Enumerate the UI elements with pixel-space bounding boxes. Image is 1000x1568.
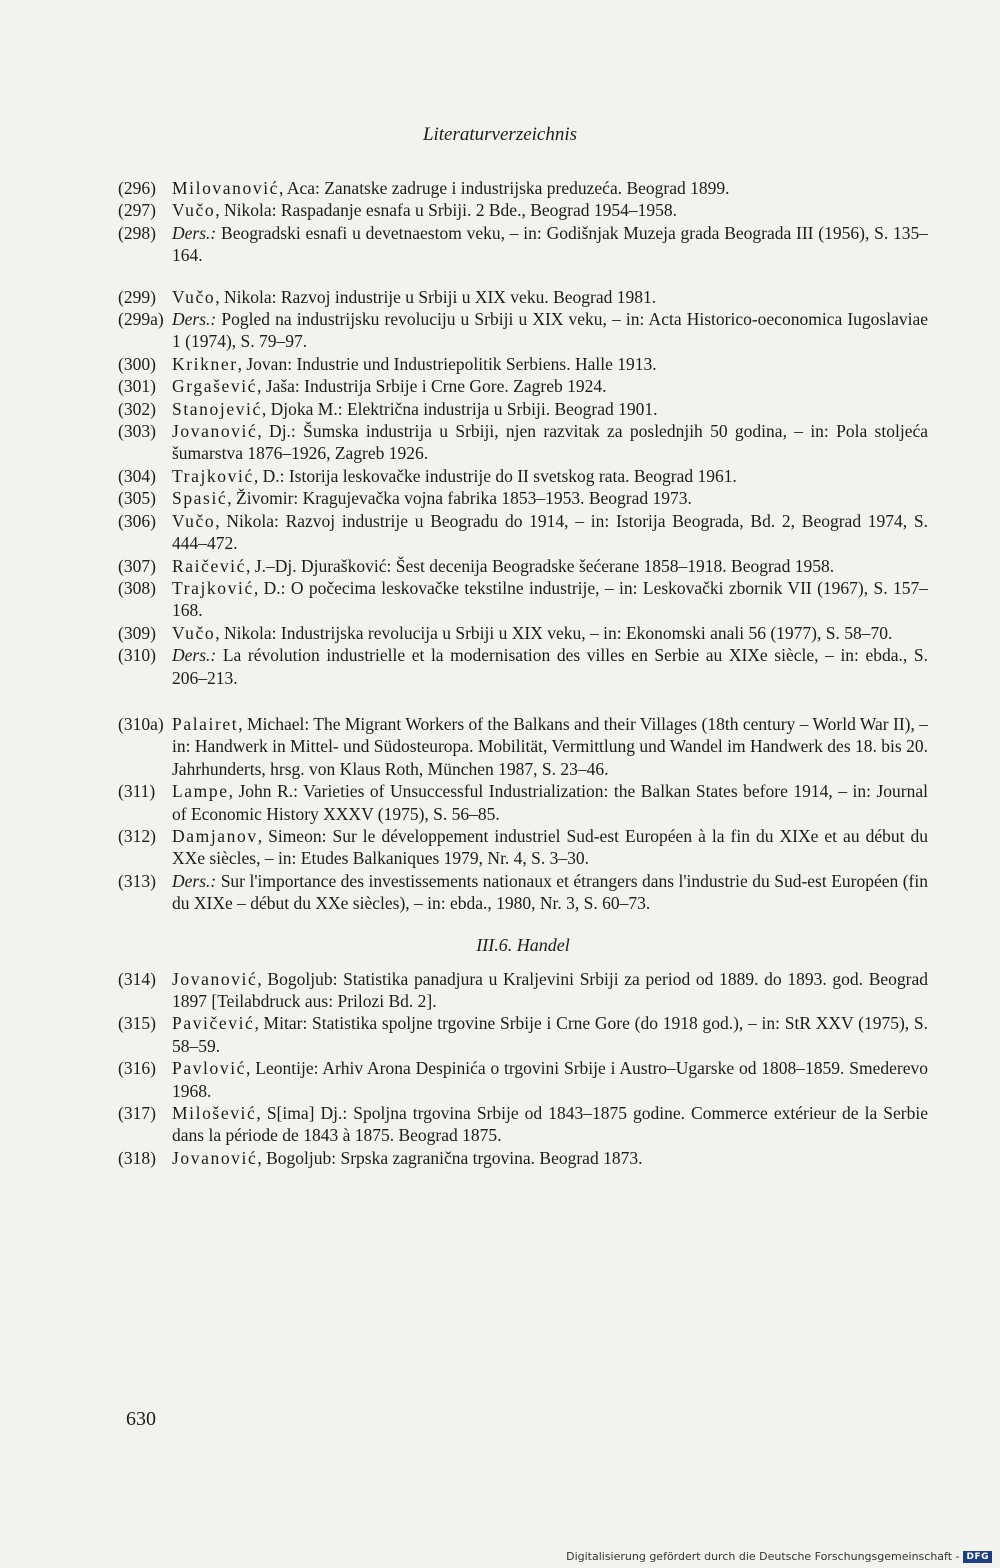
entry-author: Vučo <box>172 286 216 307</box>
entry-number: (311) <box>118 781 156 802</box>
section-heading: III.6. Handel <box>476 934 570 955</box>
entry-citation: Pogled na industrijsku revoluciju u Srbiji u XIX veku, – in: Acta Historico-oeconomica Iugoslaviae 1 (1974), S. 79–97. <box>172 309 928 352</box>
entry-text <box>172 555 928 577</box>
entry-number: (296) <box>118 178 156 198</box>
entry-text <box>172 353 928 375</box>
entry-text <box>172 420 928 465</box>
entry-text <box>172 825 928 870</box>
bibliography-entry <box>118 622 928 644</box>
entry-ders: Ders.: <box>172 870 217 891</box>
entry-author: Vučo <box>172 622 216 643</box>
bibliography-entry <box>118 199 928 221</box>
entry-citation: , Djoka M.: Električna industrija u Srbiji. Beograd 1901. <box>261 398 658 419</box>
entry-text <box>172 487 928 509</box>
entry-number: (305) <box>118 488 156 509</box>
entry-ders: Ders.: <box>172 645 217 666</box>
entry-text <box>172 1057 928 1102</box>
entry-author: Palairet <box>172 713 239 734</box>
entry-citation: Beogradski esnafi u devetnaestom veku, – in: Godišnjak Muzeja grada Beograda III (1956), S. 135–164. <box>172 222 928 266</box>
entry-number: (310) <box>118 645 156 666</box>
entry-author: Trajković <box>172 577 254 598</box>
entry-author: Jovanović <box>172 421 258 442</box>
entry-citation: , Bogoljub: Srpska zagranična trgovina. Beograd 1873. <box>257 1147 643 1168</box>
bibliography-entry <box>118 398 928 420</box>
entry-author: Milošević <box>172 1103 257 1124</box>
entry-author: Pavičević <box>172 1013 255 1034</box>
entry-text <box>172 1147 928 1169</box>
bibliography-entry <box>118 968 928 1013</box>
entry-text <box>172 199 928 221</box>
entry-citation: , Bogoljub: Statistika panadjura u Kraljevini Srbiji za period od 1889. do 1893. god. Beograd 1897 [Teilabdruck aus: Prilozi Bd. 2]. <box>172 968 928 1011</box>
entry-author: Jovanović <box>172 1147 258 1168</box>
bibliography-entry <box>118 286 928 308</box>
bibliography-entry <box>118 465 928 487</box>
entry-author: Damjanov <box>172 825 258 846</box>
bibliography-entry <box>118 1102 928 1147</box>
bibliography-entry <box>118 177 928 199</box>
entry-author: Trajković <box>172 465 254 486</box>
entry-citation: , Nikola: Razvoj industrije u Srbiji u XIX veku. Beograd 1981. <box>215 286 657 307</box>
bibliography-entry <box>118 713 928 780</box>
entry-number: (299) <box>118 286 156 307</box>
entry-author: Stanojević <box>172 398 262 419</box>
entry-group-c <box>118 713 928 915</box>
entry-citation: , Aca: Zanatske zadruge i industrijska preduzeća. Beograd 1899. <box>279 178 730 198</box>
entry-citation: , Simeon: Sur le développement industriel Sud-est Européen à la fin du XIXe et au début du XXe siècles, – in: Etudes Balkaniques 1979, Nr. 4, S. 3–30. <box>172 825 928 869</box>
entry-text <box>172 713 928 780</box>
entry-author: Jovanović <box>172 968 258 989</box>
entry-author: Krikner <box>172 353 238 374</box>
entry-author: Vučo <box>172 200 216 221</box>
entry-citation: , John R.: Varieties of Unsuccessful Industrialization: the Balkan States before 1914, – in: Journal of Economic History XXXV (1975), S. 56–85. <box>172 781 928 824</box>
bibliography-entry <box>118 353 928 375</box>
entry-text <box>172 465 928 487</box>
bibliography-entry <box>118 644 928 689</box>
bibliography-entry <box>118 870 928 915</box>
entry-citation: , Nikola: Industrijska revolucija u Srbiji u XIX veku, – in: Ekonomski anali 56 (1977), S. 58–70. <box>215 622 893 643</box>
entry-text <box>172 398 928 420</box>
entry-text <box>172 177 928 199</box>
entry-number: (302) <box>118 398 156 419</box>
entry-citation: , Jaša: Industrija Srbije i Crne Gore. Zagreb 1924. <box>257 376 607 397</box>
entry-number: (315) <box>118 1013 156 1034</box>
entry-citation: La révolution industrielle et la modernisation des villes en Serbie au XIXe siècle, – in: ebda., S. 206–213. <box>172 645 928 688</box>
entry-author: Lampe <box>172 781 229 802</box>
bibliography-entry <box>118 555 928 577</box>
entry-text <box>172 577 928 622</box>
entry-number: (312) <box>118 825 156 846</box>
entry-citation: , Dj.: Šumska industrija u Srbiji, njen razvitak za poslednjih 50 godina, – in: Pola stoljeća šumarstva 1876–1926, Zagreb 1926. <box>172 421 928 464</box>
entry-citation: , S[ima] Dj.: Spoljna trgovina Srbije od 1843–1875 godine. Commerce extérieur de la Serbie dans la période de 1843 à 1875. Beograd 1875. <box>172 1103 928 1146</box>
entry-text <box>172 644 928 689</box>
digitization-footer <box>566 1550 992 1563</box>
entry-citation: , Nikola: Razvoj industrije u Beogradu do 1914, – in: Istorija Beograda, Bd. 2, Beograd 1974, S. 444–472. <box>172 510 928 554</box>
entry-text <box>172 510 928 555</box>
entry-author: Grgašević <box>172 376 258 397</box>
bibliography <box>118 177 928 1169</box>
entry-citation: , J.–Dj. Djurašković: Šest decenija Beogradske šećerane 1858–1918. Beograd 1958. <box>246 555 835 576</box>
entry-group-b <box>118 286 928 689</box>
bibliography-entry <box>118 308 928 353</box>
entry-author: Raičević <box>172 555 247 576</box>
page-number: 630 <box>126 1408 156 1430</box>
entry-number: (313) <box>118 870 156 891</box>
entry-number: (301) <box>118 376 156 397</box>
entry-number: (299a) <box>118 309 164 330</box>
entry-group-d <box>118 968 928 1170</box>
entry-number: (317) <box>118 1103 156 1124</box>
entry-citation: , Leontije: Arhiv Arona Despinića o trgovini Srbije i Austro–Ugarske od 1808–1859. Smederevo 1968. <box>172 1058 928 1101</box>
entry-group-a <box>118 177 928 267</box>
bibliography-entry <box>118 420 928 465</box>
entry-number: (300) <box>118 353 156 374</box>
bibliography-entry <box>118 510 928 555</box>
entry-number: (309) <box>118 622 156 643</box>
entry-citation: , Živomir: Kragujevačka vojna fabrika 1853–1953. Beograd 1973. <box>227 488 692 509</box>
entry-text <box>172 1102 928 1147</box>
entry-citation: , Mitar: Statistika spoljne trgovine Srbije i Crne Gore (do 1918 god.), – in: StR XXV (1975), S. 58–59. <box>172 1013 928 1056</box>
entry-number: (303) <box>118 421 156 442</box>
entry-text <box>172 780 928 825</box>
footer-text: Digitalisierung gefördert durch die Deutsche Forschungsgemeinschaft - <box>566 1550 960 1563</box>
entry-text <box>172 870 928 915</box>
entry-text <box>172 622 928 644</box>
entry-number: (307) <box>118 555 156 576</box>
bibliography-entry <box>118 487 928 509</box>
entry-citation: , Nikola: Raspadanje esnafa u Srbiji. 2 Bde., Beograd 1954–1958. <box>215 200 677 221</box>
entry-number: (314) <box>118 968 156 989</box>
entry-citation: , Jovan: Industrie und Industriepolitik Serbiens. Halle 1913. <box>237 353 657 374</box>
entry-citation: , D.: Istorija leskovačke industrije do II svetskog rata. Beograd 1961. <box>253 465 737 486</box>
entry-text <box>172 375 928 397</box>
bibliography-entry <box>118 222 928 267</box>
entry-number: (297) <box>118 200 156 221</box>
entry-text <box>172 222 928 267</box>
entry-number: (316) <box>118 1058 156 1079</box>
entry-ders: Ders.: <box>172 222 217 243</box>
entry-author: Milovanović <box>172 178 280 198</box>
entry-number: (304) <box>118 465 156 486</box>
bibliography-entry <box>118 825 928 870</box>
entry-number: (306) <box>118 510 156 531</box>
running-header: Literaturverzeichnis <box>422 124 578 145</box>
entry-citation: Sur l'importance des investissements nationaux et étrangers dans l'industrie du Sud-est Européen (fin du XIXe – début du XXe siècles), – in: ebda., 1980, Nr. 3, S. 60–73. <box>172 870 928 914</box>
bibliography-entry <box>118 375 928 397</box>
entry-author: Vučo <box>172 510 216 531</box>
entry-text <box>172 1012 928 1057</box>
bibliography-entry <box>118 1147 928 1169</box>
entry-number: (298) <box>118 222 156 243</box>
entry-citation: , Michael: The Migrant Workers of the Balkans and their Villages (18th century – World War II), – in: Handwerk in Mittel- und Südosteuropa. Mobilität, Vermittlung und Wandel im Handwerk des 18. bis 20. Jahrhunderts, hrsg. von Klaus Roth, München 1987, S. 23–46. <box>172 713 928 779</box>
entry-number: (318) <box>118 1147 156 1168</box>
bibliography-entry <box>118 780 928 825</box>
bibliography-entry <box>118 577 928 622</box>
entry-citation: , D.: O počecima leskovačke tekstilne industrije, – in: Leskovački zbornik VII (1967), S. 157–168. <box>172 577 928 621</box>
entry-text <box>172 308 928 353</box>
entry-ders: Ders.: <box>172 309 217 330</box>
entry-author: Pavlović <box>172 1058 247 1079</box>
dfg-logo: DFG <box>963 1551 992 1563</box>
entry-number: (310a) <box>118 713 164 734</box>
bibliography-entry <box>118 1057 928 1102</box>
entry-author: Spasić <box>172 488 228 509</box>
entry-text <box>172 286 928 308</box>
entry-number: (308) <box>118 577 156 598</box>
bibliography-entry <box>118 1012 928 1057</box>
entry-text <box>172 968 928 1013</box>
